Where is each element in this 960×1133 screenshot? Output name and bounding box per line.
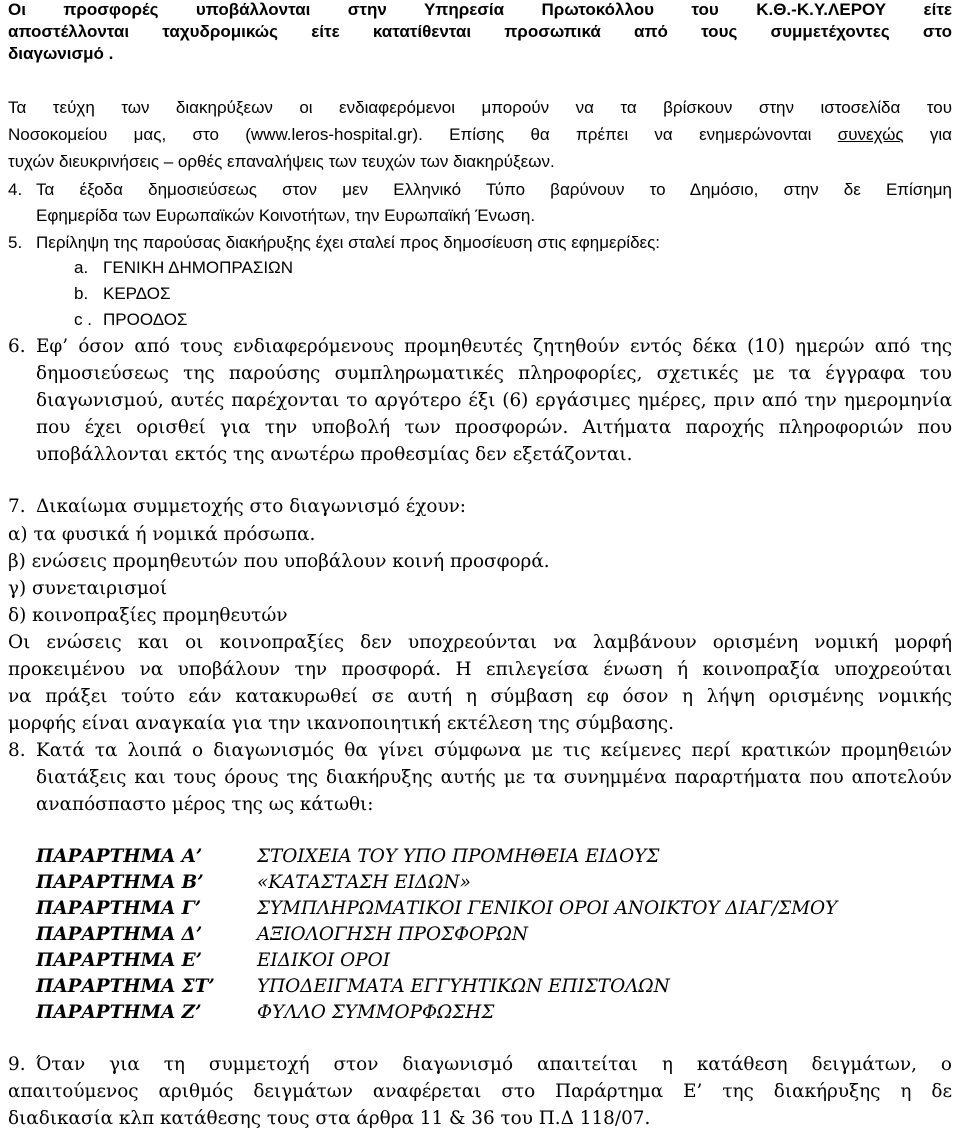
intro-line-2: αποστέλλονται ταχυδρομικώς είτε κατατίθενται προσωπικά από τους συμμετέχοντες στο xyxy=(8,22,952,41)
item-7-option-a: α) τα φυσικά ή νομικά πρόσωπα. xyxy=(8,524,316,545)
annex-title-st: ΥΠΟΔΕΙΓΜΑΤΑ ΕΓΓΥΗΤΙΚΩΝ ΕΠΙΣΤΟΛΩΝ xyxy=(257,976,670,997)
item-5-text: Περίληψη της παρούσας διακήρυξης έχει σταλεί προς δημοσίευση στις εφημερίδες: xyxy=(36,233,661,252)
item-9-line-2: απαιτούμενος αριθμός δειγμάτων αναφέρεται στο Παράρτημα Ε’ της διακήρυξης η δε xyxy=(8,1081,952,1102)
item-7-paragraph-line-3: να πράξει τούτο εάν κατακυρωθεί σε αυτή η σύμβαση εφ όσον η λήψη ορισμένης νομικής xyxy=(8,686,952,707)
item-4-number: 4. xyxy=(8,180,23,199)
item-5c-text: ΠΡΟΟΔΟΣ xyxy=(103,310,188,329)
item-7-paragraph-line-2: προκειμένου να υποβάλουν την προσφορά. Η επιλεγείσα ένωση ή κοινοπραξία υποχρεούται xyxy=(8,659,952,680)
item-5-number: 5. xyxy=(8,233,23,252)
item-4-line-1: Τα έξοδα δημοσιεύσεως στον μεν Ελληνικό Τύπο βαρύνουν το Δημόσιο, στην δε Επίσημη xyxy=(36,180,952,199)
item-5c-mark: c . xyxy=(74,310,92,329)
annex-label-e: ΠΑΡΑΡΤΗΜΑ Ε’ xyxy=(36,950,203,971)
item-7-paragraph-line-1: Οι ενώσεις και οι κοινοπραξίες δεν υποχρεούνται να λαμβάνουν ορισμένη νομική μορφή xyxy=(8,632,952,653)
item-4-line-2: Εφημερίδα των Ευρωπαϊκών Κοινοτήτων, την Ευρωπαϊκή Ένωση. xyxy=(36,206,536,225)
annex-title-e: ΕΙΔΙΚΟΙ ΟΡΟΙ xyxy=(257,950,390,971)
item-9-line-3: διαδικασία κλπ κατάθεσης τους στα άρθρα 11 & 36 του Π.Δ 118/07. xyxy=(8,1108,651,1129)
annex-title-d: ΑΞΙΟΛΟΓΗΣΗ ΠΡΟΣΦΟΡΩΝ xyxy=(257,924,528,945)
item-7-option-b: β) ενώσεις προμηθευτών που υποβάλουν κοινή προσφορά. xyxy=(8,551,550,572)
item-9-number: 9. xyxy=(8,1054,26,1075)
item-8-line-1: Κατά τα λοιπά ο διαγωνισμός θα γίνει σύμφωνα με τις κείμενες περί κρατικών προμηθειών xyxy=(36,740,952,761)
item-8-line-3: αναπόσπαστο μέρος της ως κάτωθι: xyxy=(36,794,374,815)
annex-title-a: ΣΤΟΙΧΕΙΑ ΤΟΥ ΥΠΟ ΠΡΟΜΗΘΕΙΑ ΕΙΔΟΥΣ xyxy=(257,846,660,867)
intro-line-1: Οι προσφορές υποβάλλονται στην Υπηρεσία Πρωτοκόλλου του Κ.Θ.-Κ.Υ.ΛΕΡΟΥ είτε xyxy=(8,0,952,19)
annex-title-c: ΣΥΜΠΛΗΡΩΜΑΤΙΚΟΙ ΓΕΝΙΚΟΙ ΟΡΟΙ ΑΝΟΙΚΤΟΥ ΔΙΑΓ/ΣΜΟΥ xyxy=(257,898,838,919)
item-9-line-1: Όταν για τη συμμετοχή στον διαγωνισμό απαιτείται η κατάθεση δειγμάτων, ο xyxy=(36,1054,952,1075)
website-text-pre: Νοσοκομείου μας, στο ( xyxy=(8,125,251,144)
annex-label-c: ΠΑΡΑΡΤΗΜΑ Γ’ xyxy=(36,898,202,919)
item-6-line-1: Εφ’ όσον από τους ενδιαφερόμενους προμηθευτές ζητηθούν εντός δέκα (10) ημερών από της xyxy=(36,336,952,357)
website-link[interactable]: www.leros-hospital.gr xyxy=(250,125,413,144)
annex-title-b: «ΚΑΤΑΣΤΑΣΗ ΕΙΔΩΝ» xyxy=(257,872,471,893)
website-text-post: για xyxy=(903,125,952,144)
item-6-number: 6. xyxy=(8,336,26,357)
item-8-line-2: διατάξεις και τους όρους της διακήρυξης αυτής με τα συνημμένα παραρτήματα που αποτελούν xyxy=(36,767,952,788)
website-underlined-word: συνεχώς xyxy=(837,125,904,144)
item-7-option-d: δ) κοινοπραξίες προμηθευτών xyxy=(8,605,288,626)
annex-label-b: ΠΑΡΑΡΤΗΜΑ Β’ xyxy=(36,872,204,893)
item-7-number: 7. xyxy=(8,496,26,517)
annex-label-a: ΠΑΡΑΡΤΗΜΑ Α’ xyxy=(36,846,203,867)
website-line-2 xyxy=(8,125,952,145)
website-line-3: τυχών διευκρινήσεις – ορθές επαναλήψεις των τευχών των διακηρύξεων. xyxy=(8,152,555,171)
annex-label-z: ΠΑΡΑΡΤΗΜΑ Ζ’ xyxy=(36,1002,202,1023)
item-7-title: Δικαίωμα συμμετοχής στο διαγωνισμό έχουν: xyxy=(36,496,466,517)
item-7-option-c: γ) συνεταιρισμοί xyxy=(8,578,168,599)
item-5b-mark: b. xyxy=(74,284,89,303)
annex-label-st: ΠΑΡΑΡΤΗΜΑ ΣΤ’ xyxy=(36,976,215,997)
annex-title-z: ΦΥΛΛΟ ΣΥΜΜΟΡΦΩΣΗΣ xyxy=(257,1002,495,1023)
item-6-line-3: διαγωνισμού, αυτές παρέχονται το αργότερο έξι (6) εργάσιμες ημέρες, πριν από την ημερομηνία xyxy=(36,390,952,411)
item-6-line-5: υποβάλλονται εκτός της ανωτέρω προθεσμίας δεν εξετάζονται. xyxy=(36,444,633,465)
item-6-line-2: δημοσιεύσεως της παρούσης συμπληρωματικές πληροφορίες, σχετικές με τα έγγραφα του xyxy=(36,363,952,384)
item-8-number: 8. xyxy=(8,740,26,761)
item-5a-mark: a. xyxy=(74,258,89,277)
item-7-paragraph-line-4: μορφής είναι αναγκαία για την ικανοποιητική εκτέλεση της σύμβασης. xyxy=(8,713,674,734)
item-6-line-4: που έχει ορισθεί για την υποβολή των προσφορών. Αιτήματα παροχής πληροφοριών που xyxy=(36,417,952,438)
annex-label-d: ΠΑΡΑΡΤΗΜΑ Δ’ xyxy=(36,924,203,945)
website-text-mid: ). Επίσης θα πρέπει να ενημερώνονται xyxy=(412,125,838,144)
website-line-1: Τα τεύχη των διακηρύξεων οι ενδιαφερόμενοι μπορούν να τα βρίσκουν στην ιστοσελίδα του xyxy=(8,98,952,117)
intro-line-3: διαγωνισμό . xyxy=(8,44,114,63)
item-5a-text: ΓΕΝΙΚΗ ΔΗΜΟΠΡΑΣΙΩΝ xyxy=(103,258,294,277)
item-5b-text: ΚΕΡΔΟΣ xyxy=(103,284,171,303)
